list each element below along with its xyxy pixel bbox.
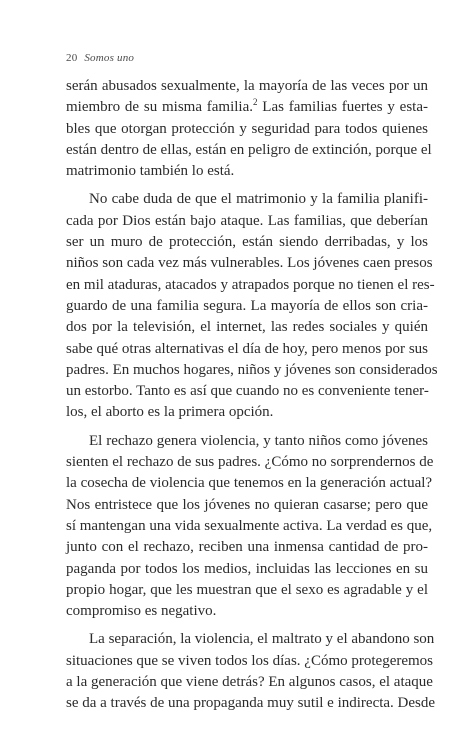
text-line: padres. En muchos hogares, niños y jóvenes son considerados <box>66 361 438 378</box>
paragraph <box>66 76 432 182</box>
text-line: compromiso es negativo. <box>66 603 217 620</box>
text-segment: que otorgan protección y seguridad para todos quienes <box>94 120 428 137</box>
text-segment: Las familias fuertes y esta- <box>257 99 428 116</box>
text-line: en mil ataduras, atacados y atrapados porque no tienen el res- <box>66 276 435 293</box>
text-line: La separación, la violencia, el maltrato y el abandono son <box>89 631 435 648</box>
body-text <box>66 76 438 722</box>
text-segment: bles <box>66 120 95 137</box>
text-line: guardo de una familia segura. La mayoría de ellos son cria- <box>66 297 428 314</box>
text-line <box>66 97 428 118</box>
text-line: junto con el rechazo, reciben una inmensa cantidad de pro- <box>66 539 428 556</box>
text-line: cada por Dios están bajo ataque. Las familias, que deberían <box>66 212 428 229</box>
text-line: serán abusados sexualmente, la mayoría de las veces por un <box>66 78 428 94</box>
text-line: niños son cada vez más vulnerables. Los jóvenes caen presos <box>66 255 433 272</box>
text-line: Nos entristece que los jóvenes no quieran casarse; pero que <box>66 496 428 513</box>
text-line: a la generación que viene detrás? En algunos casos, el ataque <box>66 674 433 691</box>
text-line: propio hogar, que les muestran que el sexo es agradable y el <box>66 581 428 598</box>
text-line: sí mantengan una vida sexualmente activa. La verdad es que, <box>66 517 433 534</box>
footnote-reference: 2 <box>253 97 258 108</box>
text-line: los, el aborto es la primera opción. <box>66 404 274 421</box>
paragraph <box>66 629 436 714</box>
text-line: No cabe duda de que el matrimonio y la familia planifi- <box>89 191 428 208</box>
book-title: Somos uno <box>84 52 135 64</box>
text-line: El rechazo genera violencia, y tanto niños como jóvenes <box>89 432 428 449</box>
text-line <box>66 119 428 140</box>
text-line: están dentro de ellas, están en peligro de extinción, porque el <box>66 141 432 158</box>
running-head <box>66 52 134 64</box>
paragraph <box>66 431 434 623</box>
text-line: un estorbo. Tanto es así que cuando no es conveniente tener- <box>66 383 429 400</box>
text-line: la cosecha de violencia que tenemos en la generación actual? <box>66 475 433 492</box>
text-line: situaciones que se viven todos los días. ¿Cómo protegeremos <box>66 652 434 669</box>
text-line: matrimonio también lo está. <box>66 163 235 180</box>
text-line: sienten el rechazo de sus padres. ¿Cómo no sorprendernos de <box>66 454 434 471</box>
text-line: sabe qué otras alternativas el día de hoy, pero menos por sus <box>66 340 428 357</box>
text-line: se da a través de una propaganda muy sutil e indirecta. Desde <box>66 695 436 712</box>
paragraph <box>66 189 438 423</box>
text-line: dos por la televisión, el internet, las redes sociales y quién <box>66 319 428 336</box>
text-segment: miembro de su misma familia. <box>66 99 253 116</box>
text-line: paganda por todos los medios, incluidas las lecciones en su <box>66 560 428 577</box>
text-line: ser un muro de protección, están siendo derribadas, y los <box>66 234 428 251</box>
page-number: 20 <box>66 52 78 64</box>
